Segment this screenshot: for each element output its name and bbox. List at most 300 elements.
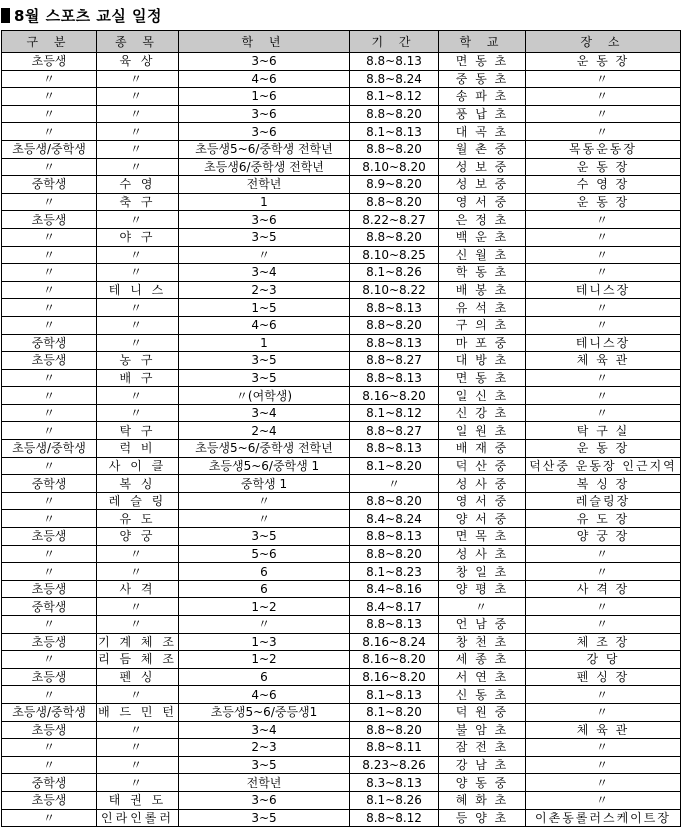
sport-cell: 〃: [97, 123, 179, 141]
venue-cell: 〃: [526, 739, 681, 757]
grade-cell: 1~6: [179, 88, 350, 106]
category-cell: 〃: [2, 563, 97, 581]
sport-cell: 〃: [97, 598, 179, 616]
venue-cell: 〃: [526, 774, 681, 792]
school-cell: 풍 납 초: [439, 105, 526, 123]
school-cell: 유 석 초: [439, 299, 526, 317]
period-cell: 8.23~8.26: [350, 756, 439, 774]
category-cell: 〃: [2, 756, 97, 774]
venue-cell: 〃: [526, 211, 681, 229]
grade-cell: 3~6: [179, 53, 350, 71]
sport-cell: 〃: [97, 246, 179, 264]
school-cell: 면 목 초: [439, 528, 526, 546]
school-cell: 일 신 초: [439, 387, 526, 405]
period-cell: 8.8~8.20: [350, 316, 439, 334]
venue-cell: 수 영 장: [526, 176, 681, 194]
category-cell: 초등생: [2, 721, 97, 739]
sport-cell: 배 구: [97, 369, 179, 387]
school-cell: 대 곡 초: [439, 123, 526, 141]
table-row: [2, 598, 681, 616]
table-row: [2, 246, 681, 264]
period-cell: 8.8~8.27: [350, 352, 439, 370]
table-row: [2, 88, 681, 106]
period-cell: 8.1~8.12: [350, 88, 439, 106]
table-row: [2, 158, 681, 176]
period-cell: 8.4~8.16: [350, 580, 439, 598]
table-row: [2, 123, 681, 141]
venue-cell: 〃: [526, 246, 681, 264]
sport-cell: 태 권 도: [97, 791, 179, 809]
venue-cell: 〃: [526, 404, 681, 422]
category-cell: 초등생: [2, 53, 97, 71]
period-cell: 8.4~8.24: [350, 510, 439, 528]
grade-cell: 6: [179, 563, 350, 581]
header-period: 기 간: [350, 31, 439, 53]
school-cell: 중 동 초: [439, 70, 526, 88]
grade-cell: 초등생5~6/중학생 1: [179, 457, 350, 475]
table-row: [2, 264, 681, 282]
school-cell: 양 동 중: [439, 774, 526, 792]
category-cell: 〃: [2, 88, 97, 106]
table-row: [2, 316, 681, 334]
grade-cell: 3~6: [179, 791, 350, 809]
venue-cell: 사 격 장: [526, 580, 681, 598]
table-row: [2, 492, 681, 510]
venue-cell: 〃: [526, 88, 681, 106]
sport-cell: 〃: [97, 616, 179, 634]
category-cell: 〃: [2, 809, 97, 827]
table-row: [2, 510, 681, 528]
table-row: [2, 440, 681, 458]
table-row: [2, 545, 681, 563]
category-cell: 〃: [2, 492, 97, 510]
sport-cell: 야 구: [97, 228, 179, 246]
school-cell: 송 파 초: [439, 88, 526, 106]
school-cell: 강 남 초: [439, 756, 526, 774]
sport-cell: 수 영: [97, 176, 179, 194]
grade-cell: 3~4: [179, 264, 350, 282]
grade-cell: 중학생 1: [179, 475, 350, 493]
school-cell: 학 동 초: [439, 264, 526, 282]
grade-cell: 1~2: [179, 598, 350, 616]
period-cell: 8.8~8.13: [350, 53, 439, 71]
sport-cell: 〃: [97, 545, 179, 563]
grade-cell: 초등생5~6/중등생1: [179, 703, 350, 721]
table-row: [2, 686, 681, 704]
sport-cell: 〃: [97, 387, 179, 405]
period-cell: 8.10~8.20: [350, 158, 439, 176]
period-cell: 8.8~8.13: [350, 299, 439, 317]
period-cell: 8.9~8.20: [350, 176, 439, 194]
category-cell: 〃: [2, 457, 97, 475]
period-cell: 〃: [350, 475, 439, 493]
venue-cell: 〃: [526, 703, 681, 721]
period-cell: 8.16~8.20: [350, 387, 439, 405]
sport-cell: 〃: [97, 140, 179, 158]
school-cell: 양 서 중: [439, 510, 526, 528]
period-cell: 8.8~8.13: [350, 440, 439, 458]
grade-cell: 1~3: [179, 633, 350, 651]
grade-cell: 전학년: [179, 176, 350, 194]
venue-cell: 복 싱 장: [526, 475, 681, 493]
period-cell: 8.1~8.20: [350, 703, 439, 721]
grade-cell: 6: [179, 668, 350, 686]
table-row: [2, 528, 681, 546]
school-cell: 백 운 초: [439, 228, 526, 246]
category-cell: 초등생: [2, 211, 97, 229]
table-row: [2, 70, 681, 88]
table-row: [2, 105, 681, 123]
table-row: [2, 703, 681, 721]
sport-cell: 육 상: [97, 53, 179, 71]
category-cell: 초등생: [2, 352, 97, 370]
table-row: [2, 668, 681, 686]
period-cell: 8.1~8.23: [350, 563, 439, 581]
period-cell: 8.4~8.17: [350, 598, 439, 616]
title-bullet-icon: [1, 8, 10, 23]
venue-cell: 〃: [526, 316, 681, 334]
table-row: [2, 739, 681, 757]
category-cell: 중학생: [2, 774, 97, 792]
schedule-table: [1, 30, 681, 827]
venue-cell: 〃: [526, 387, 681, 405]
header-school: 학 교: [439, 31, 526, 53]
sport-cell: 테 니 스: [97, 281, 179, 299]
school-cell: 세 종 초: [439, 651, 526, 669]
period-cell: 8.16~8.24: [350, 633, 439, 651]
venue-cell: 〃: [526, 369, 681, 387]
grade-cell: 3~6: [179, 105, 350, 123]
period-cell: 8.10~8.25: [350, 246, 439, 264]
grade-cell: 1~2: [179, 651, 350, 669]
period-cell: 8.8~8.20: [350, 492, 439, 510]
category-cell: 중학생: [2, 475, 97, 493]
sport-cell: 〃: [97, 264, 179, 282]
venue-cell: 강 당: [526, 651, 681, 669]
venue-cell: 탁 구 실: [526, 422, 681, 440]
grade-cell: 1: [179, 334, 350, 352]
venue-cell: 〃: [526, 616, 681, 634]
category-cell: 〃: [2, 158, 97, 176]
sport-cell: 사 격: [97, 580, 179, 598]
grade-cell: 3~5: [179, 369, 350, 387]
table-row: [2, 651, 681, 669]
category-cell: 〃: [2, 651, 97, 669]
school-cell: 배 재 중: [439, 440, 526, 458]
table-row: [2, 404, 681, 422]
school-cell: 불 암 초: [439, 721, 526, 739]
venue-cell: 체 육 관: [526, 721, 681, 739]
table-row: [2, 211, 681, 229]
venue-cell: 테니스장: [526, 334, 681, 352]
period-cell: 8.8~8.13: [350, 528, 439, 546]
table-row: [2, 53, 681, 71]
school-cell: 대 방 초: [439, 352, 526, 370]
grade-cell: 초등생6/중학생 전학년: [179, 158, 350, 176]
category-cell: 〃: [2, 616, 97, 634]
period-cell: 8.1~8.26: [350, 791, 439, 809]
table-header-row: [2, 31, 681, 53]
sport-cell: 펜 싱: [97, 668, 179, 686]
category-cell: 〃: [2, 281, 97, 299]
period-cell: 8.8~8.27: [350, 422, 439, 440]
sport-cell: 탁 구: [97, 422, 179, 440]
sport-cell: 〃: [97, 686, 179, 704]
venue-cell: 테니스장: [526, 281, 681, 299]
venue-cell: 〃: [526, 264, 681, 282]
header-sport: 종 목: [97, 31, 179, 53]
category-cell: 〃: [2, 369, 97, 387]
category-cell: 〃: [2, 70, 97, 88]
category-cell: 초등생: [2, 791, 97, 809]
grade-cell: 〃: [179, 492, 350, 510]
period-cell: 8.8~8.13: [350, 616, 439, 634]
grade-cell: 5~6: [179, 545, 350, 563]
grade-cell: 3~5: [179, 528, 350, 546]
school-cell: 성 사 중: [439, 475, 526, 493]
school-cell: 은 정 초: [439, 211, 526, 229]
category-cell: 〃: [2, 739, 97, 757]
grade-cell: 3~4: [179, 404, 350, 422]
venue-cell: 체 조 장: [526, 633, 681, 651]
period-cell: 8.8~8.20: [350, 545, 439, 563]
sport-cell: 〃: [97, 316, 179, 334]
venue-cell: 운 동 장: [526, 193, 681, 211]
category-cell: 〃: [2, 264, 97, 282]
period-cell: 8.8~8.20: [350, 721, 439, 739]
school-cell: 서 연 초: [439, 668, 526, 686]
page-title-row: [0, 0, 681, 30]
school-cell: 월 촌 중: [439, 140, 526, 158]
venue-cell: 운 동 장: [526, 53, 681, 71]
school-cell: 배 봉 초: [439, 281, 526, 299]
venue-cell: 〃: [526, 228, 681, 246]
period-cell: 8.1~8.26: [350, 264, 439, 282]
schedule-table-body: [2, 53, 681, 827]
grade-cell: 1~5: [179, 299, 350, 317]
sport-cell: 기 계 체 조: [98, 634, 177, 649]
venue-cell: 운 동 장: [526, 158, 681, 176]
table-row: [2, 721, 681, 739]
school-cell: 성 보 중: [439, 176, 526, 194]
category-cell: 〃: [2, 686, 97, 704]
sport-cell: 〃: [97, 105, 179, 123]
school-cell: 구 의 초: [439, 316, 526, 334]
grade-cell: 2~3: [179, 739, 350, 757]
table-row: [2, 176, 681, 194]
venue-cell: 펜 싱 장: [526, 668, 681, 686]
category-cell: 〃: [2, 404, 97, 422]
venue-cell: 이촌동롤러스케이트장: [526, 809, 681, 827]
grade-cell: 전학년: [179, 774, 350, 792]
period-cell: 8.8~8.13: [350, 369, 439, 387]
table-row: [2, 791, 681, 809]
period-cell: 8.8~8.20: [350, 105, 439, 123]
school-cell: 성 사 초: [439, 545, 526, 563]
category-cell: 초등생: [2, 633, 97, 651]
period-cell: 8.1~8.13: [350, 686, 439, 704]
sport-cell: 리 듬 체 조: [98, 652, 177, 667]
school-cell: 혜 화 초: [439, 791, 526, 809]
grade-cell: 초등생5~6/중학생 전학년: [179, 440, 350, 458]
period-cell: 8.1~8.13: [350, 123, 439, 141]
school-cell: 덕 원 중: [439, 703, 526, 721]
period-cell: 8.1~8.12: [350, 404, 439, 422]
period-cell: 8.10~8.22: [350, 281, 439, 299]
sport-cell: 유 도: [97, 510, 179, 528]
school-cell: 면 동 초: [439, 369, 526, 387]
grade-cell: 4~6: [179, 70, 350, 88]
grade-cell: 3~6: [179, 211, 350, 229]
sport-cell: 〃: [97, 158, 179, 176]
venue-cell: 유 도 장: [526, 510, 681, 528]
sport-cell: 레 슬 링: [97, 492, 179, 510]
venue-cell: 〃: [526, 686, 681, 704]
table-row: [2, 774, 681, 792]
sport-cell: 〃: [97, 211, 179, 229]
category-cell: 초등생: [2, 580, 97, 598]
header-category: 구 분: [2, 31, 97, 53]
grade-cell: 3~5: [179, 352, 350, 370]
grade-cell: 〃: [179, 246, 350, 264]
grade-cell: 3~4: [179, 721, 350, 739]
table-row: [2, 334, 681, 352]
school-cell: 〃: [439, 598, 526, 616]
table-row: [2, 422, 681, 440]
table-row: [2, 809, 681, 827]
header-venue: 장 소: [526, 31, 681, 53]
sport-cell: 축 구: [97, 193, 179, 211]
sport-cell: 〃: [97, 563, 179, 581]
category-cell: 초등생: [2, 528, 97, 546]
grade-cell: 6: [179, 580, 350, 598]
category-cell: 초등생/중학생: [2, 140, 97, 158]
period-cell: 8.8~8.20: [350, 140, 439, 158]
school-cell: 언 남 중: [439, 616, 526, 634]
sport-cell: 〃: [97, 299, 179, 317]
sport-cell: 〃: [97, 70, 179, 88]
table-row: [2, 580, 681, 598]
grade-cell: 〃: [179, 616, 350, 634]
venue-cell: 〃: [526, 791, 681, 809]
school-cell: 영 서 중: [439, 492, 526, 510]
grade-cell: 〃: [179, 510, 350, 528]
venue-cell: 〃: [526, 105, 681, 123]
category-cell: 〃: [2, 193, 97, 211]
category-cell: 중학생: [2, 598, 97, 616]
period-cell: 8.8~8.24: [350, 70, 439, 88]
period-cell: 8.22~8.27: [350, 211, 439, 229]
sport-cell: 복 싱: [97, 475, 179, 493]
sport-cell: 사 이 클: [97, 457, 179, 475]
venue-cell: 체 육 관: [526, 352, 681, 370]
category-cell: 초등생/중학생: [2, 703, 97, 721]
period-cell: 8.16~8.20: [350, 651, 439, 669]
venue-cell: 〃: [526, 299, 681, 317]
school-cell: 덕 산 중: [439, 457, 526, 475]
school-cell: 일 원 초: [439, 422, 526, 440]
school-cell: 등 양 초: [439, 809, 526, 827]
venue-cell: 목동운동장: [526, 140, 681, 158]
table-row: [2, 475, 681, 493]
sport-cell: 인라인롤러: [97, 809, 179, 827]
table-row: [2, 193, 681, 211]
grade-cell: 3~6: [179, 123, 350, 141]
period-cell: 8.16~8.20: [350, 668, 439, 686]
school-cell: 신 월 초: [439, 246, 526, 264]
sport-cell: 럭 비: [97, 440, 179, 458]
category-cell: 초등생: [2, 668, 97, 686]
category-cell: 중학생: [2, 176, 97, 194]
venue-cell: 덕산중 운동장 인근지역: [526, 457, 681, 475]
category-cell: 〃: [2, 123, 97, 141]
table-row: [2, 387, 681, 405]
period-cell: 8.3~8.13: [350, 774, 439, 792]
grade-cell: 3~5: [179, 228, 350, 246]
category-cell: 〃: [2, 545, 97, 563]
table-row: [2, 563, 681, 581]
grade-cell: 4~6: [179, 316, 350, 334]
venue-cell: 〃: [526, 545, 681, 563]
table-row: [2, 616, 681, 634]
period-cell: 8.8~8.20: [350, 228, 439, 246]
category-cell: 〃: [2, 228, 97, 246]
period-cell: 8.8~8.20: [350, 193, 439, 211]
grade-cell: 〃(여학생): [179, 387, 350, 405]
school-cell: 창 천 초: [439, 633, 526, 651]
grade-cell: 1: [179, 193, 350, 211]
sport-cell: 〃: [97, 334, 179, 352]
grade-cell: 2~4: [179, 422, 350, 440]
venue-cell: 운 동 장: [526, 440, 681, 458]
sport-cell: 〃: [97, 721, 179, 739]
venue-cell: 〃: [526, 563, 681, 581]
school-cell: 면 동 초: [439, 53, 526, 71]
sport-cell: 〃: [97, 774, 179, 792]
school-cell: 영 서 중: [439, 193, 526, 211]
category-cell: 중학생: [2, 334, 97, 352]
table-row: [2, 369, 681, 387]
venue-cell: 양 궁 장: [526, 528, 681, 546]
school-cell: 신 강 초: [439, 404, 526, 422]
grade-cell: 3~5: [179, 809, 350, 827]
school-cell: 신 동 초: [439, 686, 526, 704]
venue-cell: 〃: [526, 70, 681, 88]
sport-cell: 농 구: [97, 352, 179, 370]
category-cell: 〃: [2, 510, 97, 528]
header-grade: 학 년: [179, 31, 350, 53]
category-cell: 〃: [2, 105, 97, 123]
period-cell: 8.8~8.13: [350, 334, 439, 352]
table-row: [2, 457, 681, 475]
school-cell: 성 보 중: [439, 158, 526, 176]
category-cell: 초등생/중학생: [2, 440, 97, 458]
category-cell: 〃: [2, 299, 97, 317]
sport-cell: 양 궁: [97, 528, 179, 546]
sport-cell: 배 드 민 턴: [98, 705, 177, 720]
page-title: 8월 스포츠 교실 일정: [14, 6, 163, 25]
category-cell: 〃: [2, 316, 97, 334]
period-cell: 8.1~8.20: [350, 457, 439, 475]
school-cell: 창 일 초: [439, 563, 526, 581]
table-row: [2, 299, 681, 317]
venue-cell: 〃: [526, 598, 681, 616]
venue-cell: 레슬링장: [526, 492, 681, 510]
category-cell: 〃: [2, 387, 97, 405]
table-row: [2, 228, 681, 246]
period-cell: 8.8~8.11: [350, 739, 439, 757]
period-cell: 8.8~8.12: [350, 809, 439, 827]
